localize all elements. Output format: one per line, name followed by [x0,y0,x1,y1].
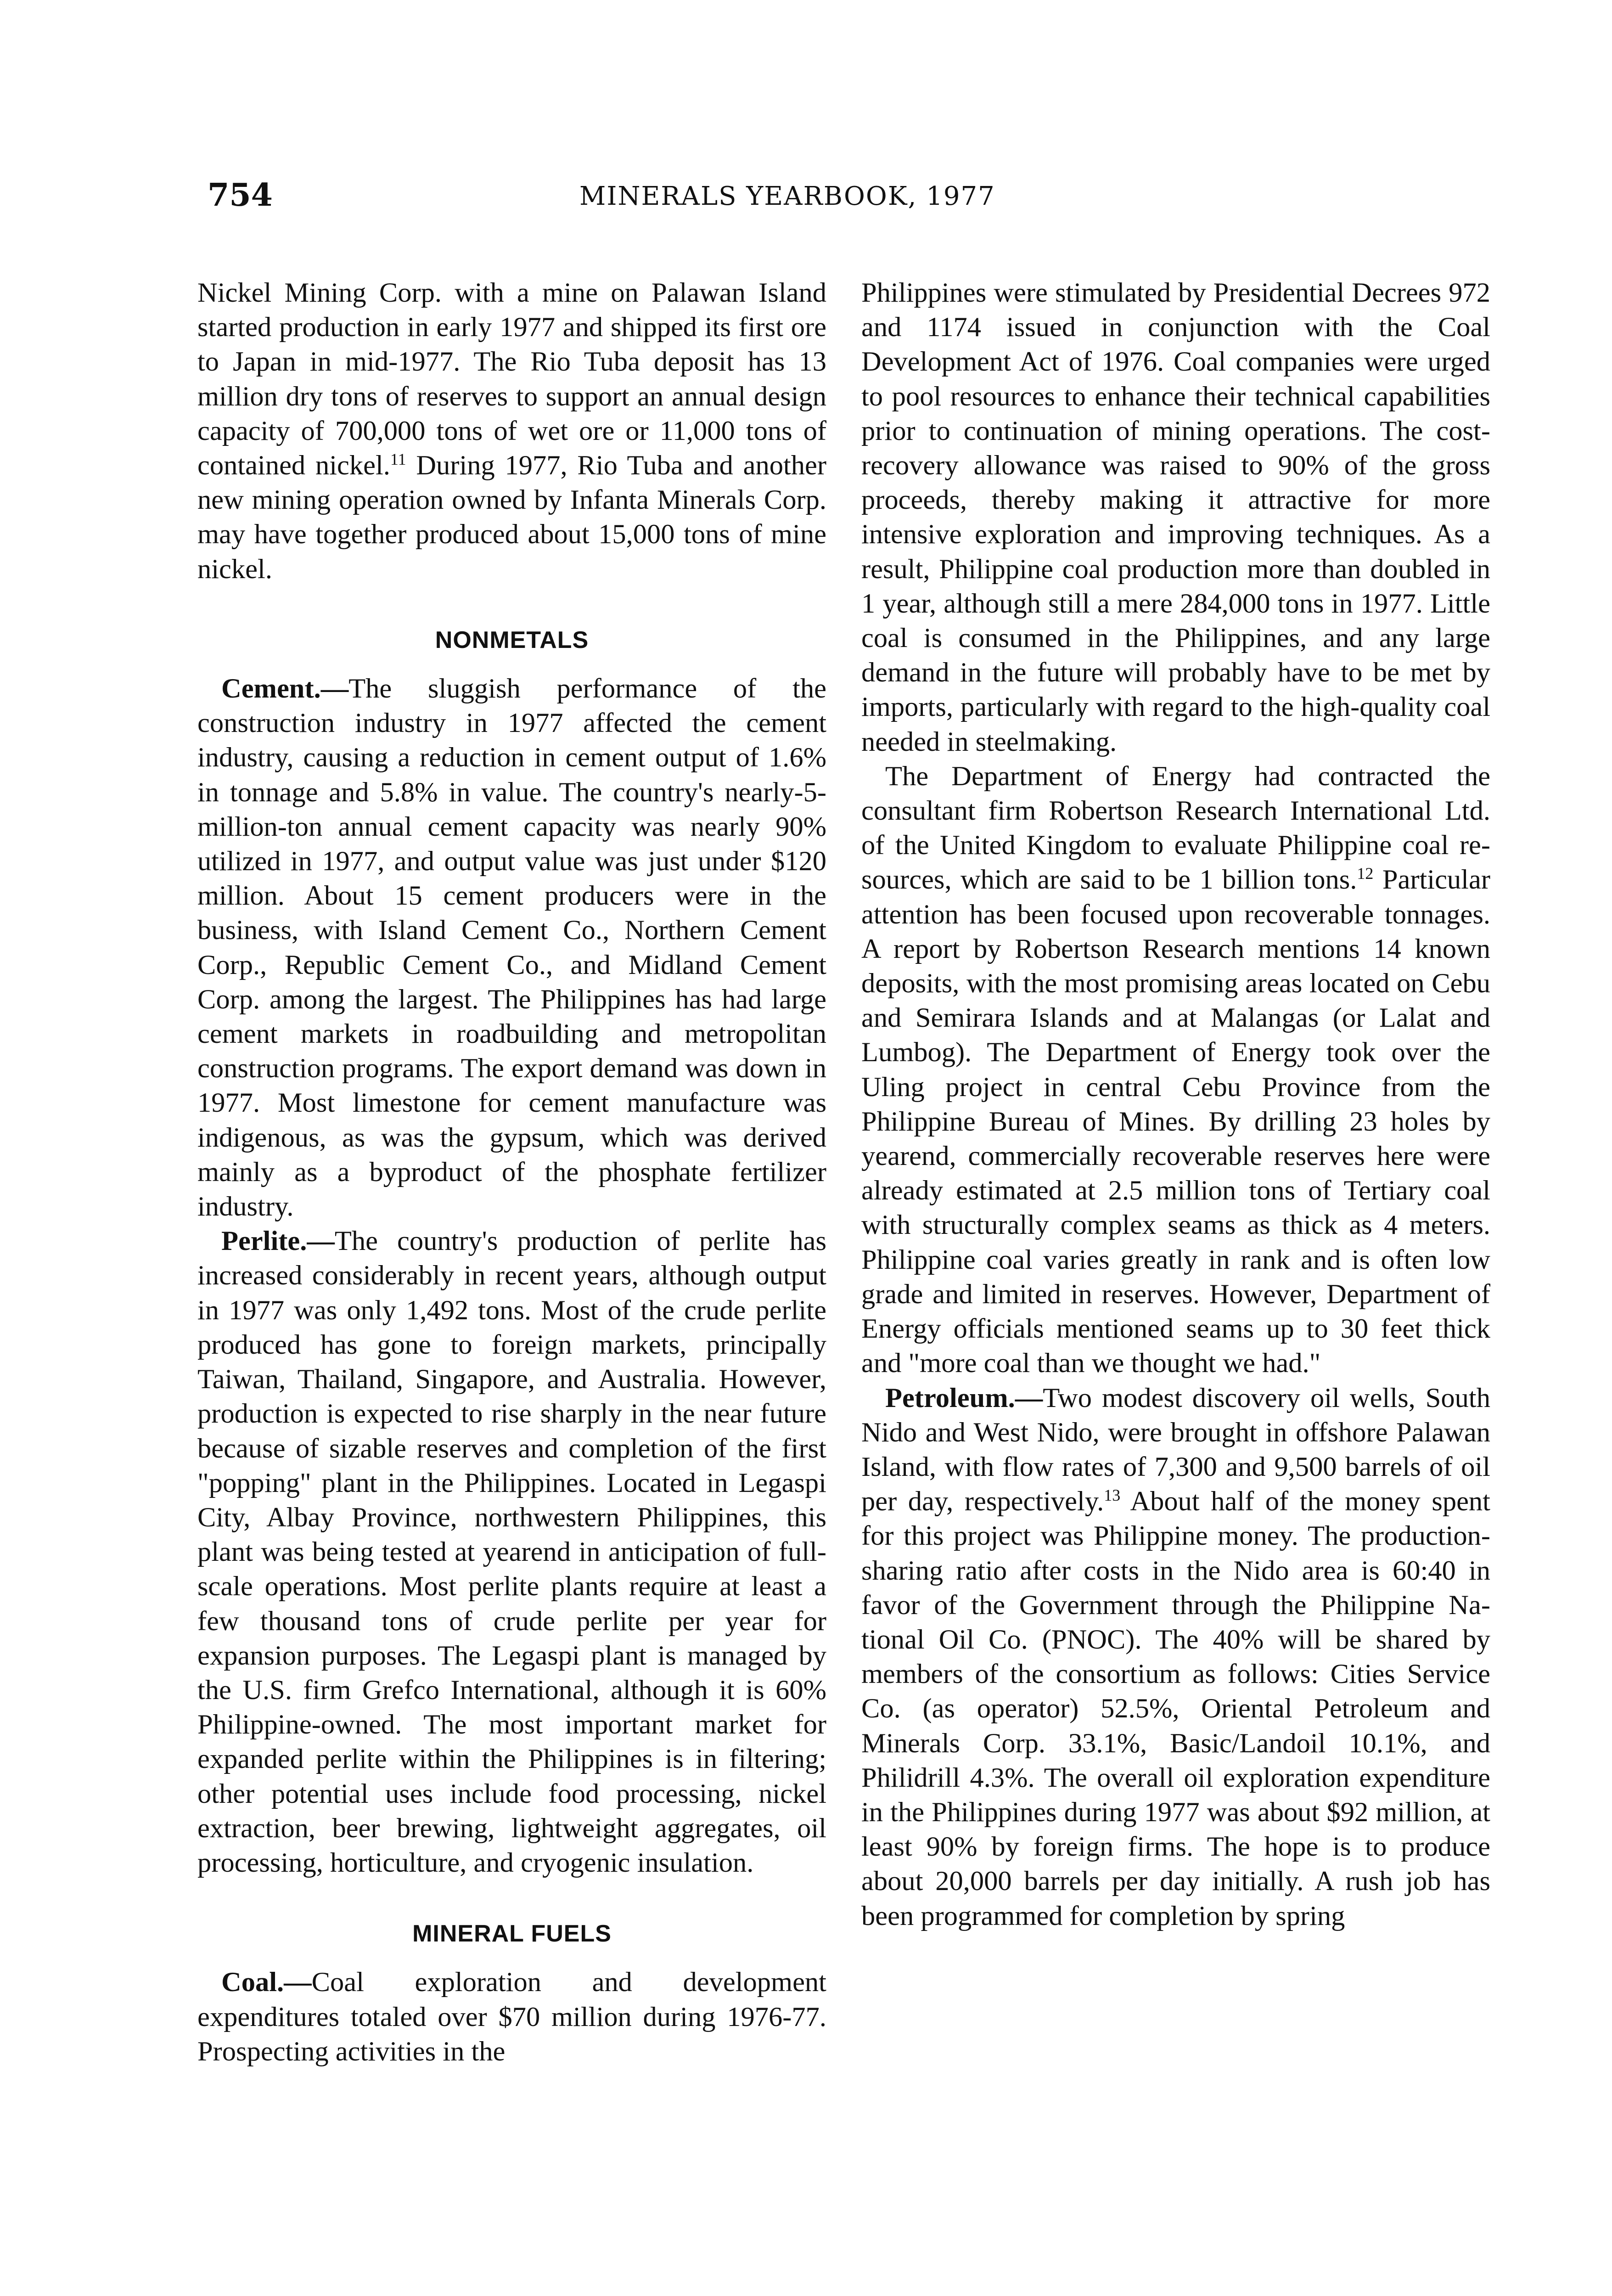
page-header [208,177,1488,232]
petroleum-text: Two modest discovery oil wells, South Nido and West Nido, were brought in offshore Palawan Island, with flow rates of 7,300 and 9,500 barrels of oil per day, respectively. [861,1382,1490,1517]
coal-text: Coal exploration and development expenditures totaled over $70 million during 1976-77. Prospecting activities in the [197,1967,826,2067]
nickel-text: Nickel Mining Corp. with a mine on Palawan Island started production in early 1977 and shipped its first ore to Japan in mid-1977. The Rio Tuba deposit has 13 million dry tons of reserves to support an annual design capacity of 700,000 tons of wet ore or 11,000 tons of contained nickel. [197,277,826,481]
perlite-run-in-heading: Perlite.— [221,1226,335,1257]
perlite-text: The country's production of perlite has increased considerably in recent years, although output in 1977 was only 1,492 tons. Most of the crude perlite produced has gone to foreign markets, principally Taiwan, Thailand, Singapore, and Australia. However, production is expected to rise sharply in the near future because of sizable reserves and completion of the first "popping" plant in the Philippines. Located in Legaspi City, Albay Province, northwestern Philippines, this plant was being tested at yearend in anticipation of full-scale operations. Most perlite plants require at least a few thousand tons of crude perlite per year for expansion purposes. The Legaspi plant is managed by the U.S. firm Grefco International, although it is 60% Philippine-owned. The most important market for expanded perlite within the Philippines is in filtering; other potential uses include food processing, nickel extraction, beer brewing, lightweight aggregates, oil processing, horticulture, and cryogenic insulation. [197,1226,826,1878]
coal-run-in-heading: Coal.— [221,1967,312,1998]
cement-run-in-heading: Cement.— [221,673,349,704]
paragraph-cement [197,671,826,1224]
running-head: MINERALS YEARBOOK, 1977 [579,181,995,211]
paragraph-nickel [197,276,826,586]
petroleum-text-tail: About half of the money spent for this project was Philippine money. The production-sharing ratio after costs in the Nido area is 60:40 in favor of the Government through the Philippine National Oil Co. (PNOC). The 40% will be shared by members of the consortium as follows: Cities Service Co. (as operator) 52.5%, Oriental Petroleum and Minerals Corp. 33.1%, Basic/Landoil 10.1%, and Philidrill 4.3%. The overall oil exploration expenditure in the Philippines during 1977 was about $92 million, at least 90% by foreign firms. The hope is to produce about 20,000 barrels per day initially. A rush job has been programmed for completion by spring [861,1486,1490,1931]
page-number: 754 [208,177,273,214]
paragraph-coal-continued: Philippines were stimulated by Presidential Decrees 972 and 1174 issued in conjunction with the Coal Development Act of 1976. Coal companies were urged to pool resources to enhance their technical capabilities prior to continuation of mining operations. The cost-recovery allowance was raised to 90% of the gross proceeds, thereby making it attractive for more intensive exploration and improving techniques. As a result, Philippine coal production more than doubled in 1 year, although still a mere 284,000 tons in 1977. Little coal is consumed in the Philippines, and any large demand in the future will probably have to be met by imports, particularly with regard to the high-quality coal needed in steelmaking. [861,277,1490,757]
footnote-ref-13: 13 [1104,1486,1121,1504]
doe-text: The Department of Energy had contracted the consultant firm Robertson Research International Ltd. of the United Kingdom to evaluate Philippine coal resources, which are said to be 1 billion tons. [861,760,1490,895]
left-column [197,276,826,2069]
section-heading-nonmetals: NONMETALS [435,626,589,653]
nickel-text-tail: During 1977, Rio Tuba and another new mining operation owned by Infanta Minerals Corp. may have together produced about 15,000 tons of mine nickel. [197,450,826,585]
footnote-ref-12: 12 [1357,864,1374,883]
footnote-ref-11: 11 [390,450,406,468]
paragraph-coal [197,1965,826,2069]
paragraph-perlite [197,1224,826,1880]
section-heading-mineral-fuels: MINERAL FUELS [412,1920,612,1947]
right-column [861,276,1490,1933]
cement-text: The sluggish performance of the construction industry in 1977 affected the cement industry, causing a reduction in cement output of 1.6% in tonnage and 5.8% in value. The country's nearly-5-million-ton annual cement capacity was nearly 90% utilized in 1977, and output value was just under $120 million. About 15 cement producers were in the business, with Island Cement Co., Northern Cement Corp., Republic Cement Co., and Midland Cement Corp. among the largest. The Philippines has had large cement markets in roadbuilding and metropolitan construction programs. The export demand was down in 1977. Most limestone for cement manufacture was indigenous, as was the gypsum, which was derived mainly as a byproduct of the phosphate fertilizer industry. [197,673,826,1222]
petroleum-run-in-heading: Petroleum.— [885,1382,1043,1413]
paragraph-petroleum [861,1381,1490,1933]
paragraph-department-of-energy [861,759,1490,1381]
doe-text-tail: Particular attention has been focused upon recoverable tonnages. A report by Robertson Research mentions 14 known deposits, with the most promising areas located on Cebu and Semirara Islands and at Malangas (or Lalat and Lumbog). The Department of Energy took over the Uling project in central Cebu Province from the Philippine Bureau of Mines. By drilling 23 holes by yearend, commercially recoverable reserves here were already estimated at 2.5 million tons of Tertiary coal with structurally complex seams as thick as 4 meters. Philippine coal varies greatly in rank and is often low grade and limited in reserves. However, Department of Energy officials mentioned seams up to 30 feet thick and "more coal than we thought we had." [861,864,1490,1379]
